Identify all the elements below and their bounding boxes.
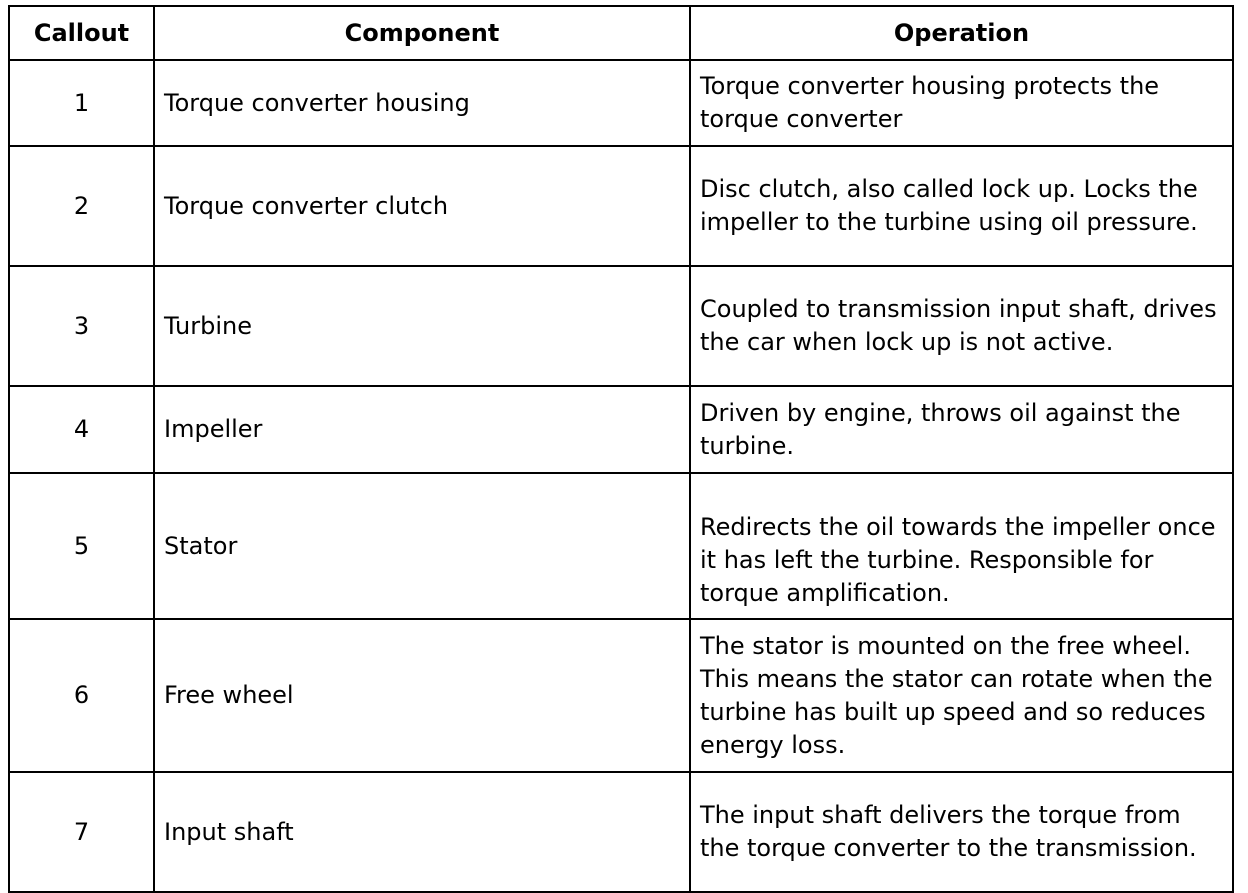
header-operation: Operation [690, 6, 1233, 60]
component-cell: Torque converter clutch [154, 146, 690, 266]
operation-cell: Redirects the oil towards the impeller once it has left the turbine. Responsible for torque amplification. [690, 473, 1233, 619]
component-cell: Turbine [154, 266, 690, 386]
component-cell: Impeller [154, 386, 690, 473]
operation-cell: Disc clutch, also called lock up. Locks the impeller to the turbine using oil pressure. [690, 146, 1233, 266]
table-row [9, 60, 1233, 146]
table-row [9, 146, 1233, 266]
operation-cell: The input shaft delivers the torque from the torque converter to the transmission. [690, 772, 1233, 892]
callout-cell: 1 [9, 60, 154, 146]
callout-cell: 7 [9, 772, 154, 892]
operation-cell: Torque converter housing protects the torque converter [690, 60, 1233, 146]
component-cell: Free wheel [154, 619, 690, 772]
component-cell: Input shaft [154, 772, 690, 892]
table-row [9, 619, 1233, 772]
callout-cell: 4 [9, 386, 154, 473]
table-row [9, 266, 1233, 386]
table-row [9, 473, 1233, 619]
component-cell: Stator [154, 473, 690, 619]
callout-cell: 5 [9, 473, 154, 619]
header-callout: Callout [9, 6, 154, 60]
callout-cell: 6 [9, 619, 154, 772]
components-table [8, 5, 1234, 893]
operation-cell: Coupled to transmission input shaft, drives the car when lock up is not active. [690, 266, 1233, 386]
callout-cell: 3 [9, 266, 154, 386]
header-component: Component [154, 6, 690, 60]
table-row [9, 772, 1233, 892]
operation-cell: The stator is mounted on the free wheel. This means the stator can rotate when the turbine has built up speed and so reduces energy loss. [690, 619, 1233, 772]
operation-cell: Driven by engine, throws oil against the turbine. [690, 386, 1233, 473]
header-row [9, 6, 1233, 60]
component-cell: Torque converter housing [154, 60, 690, 146]
table-row [9, 386, 1233, 473]
callout-cell: 2 [9, 146, 154, 266]
